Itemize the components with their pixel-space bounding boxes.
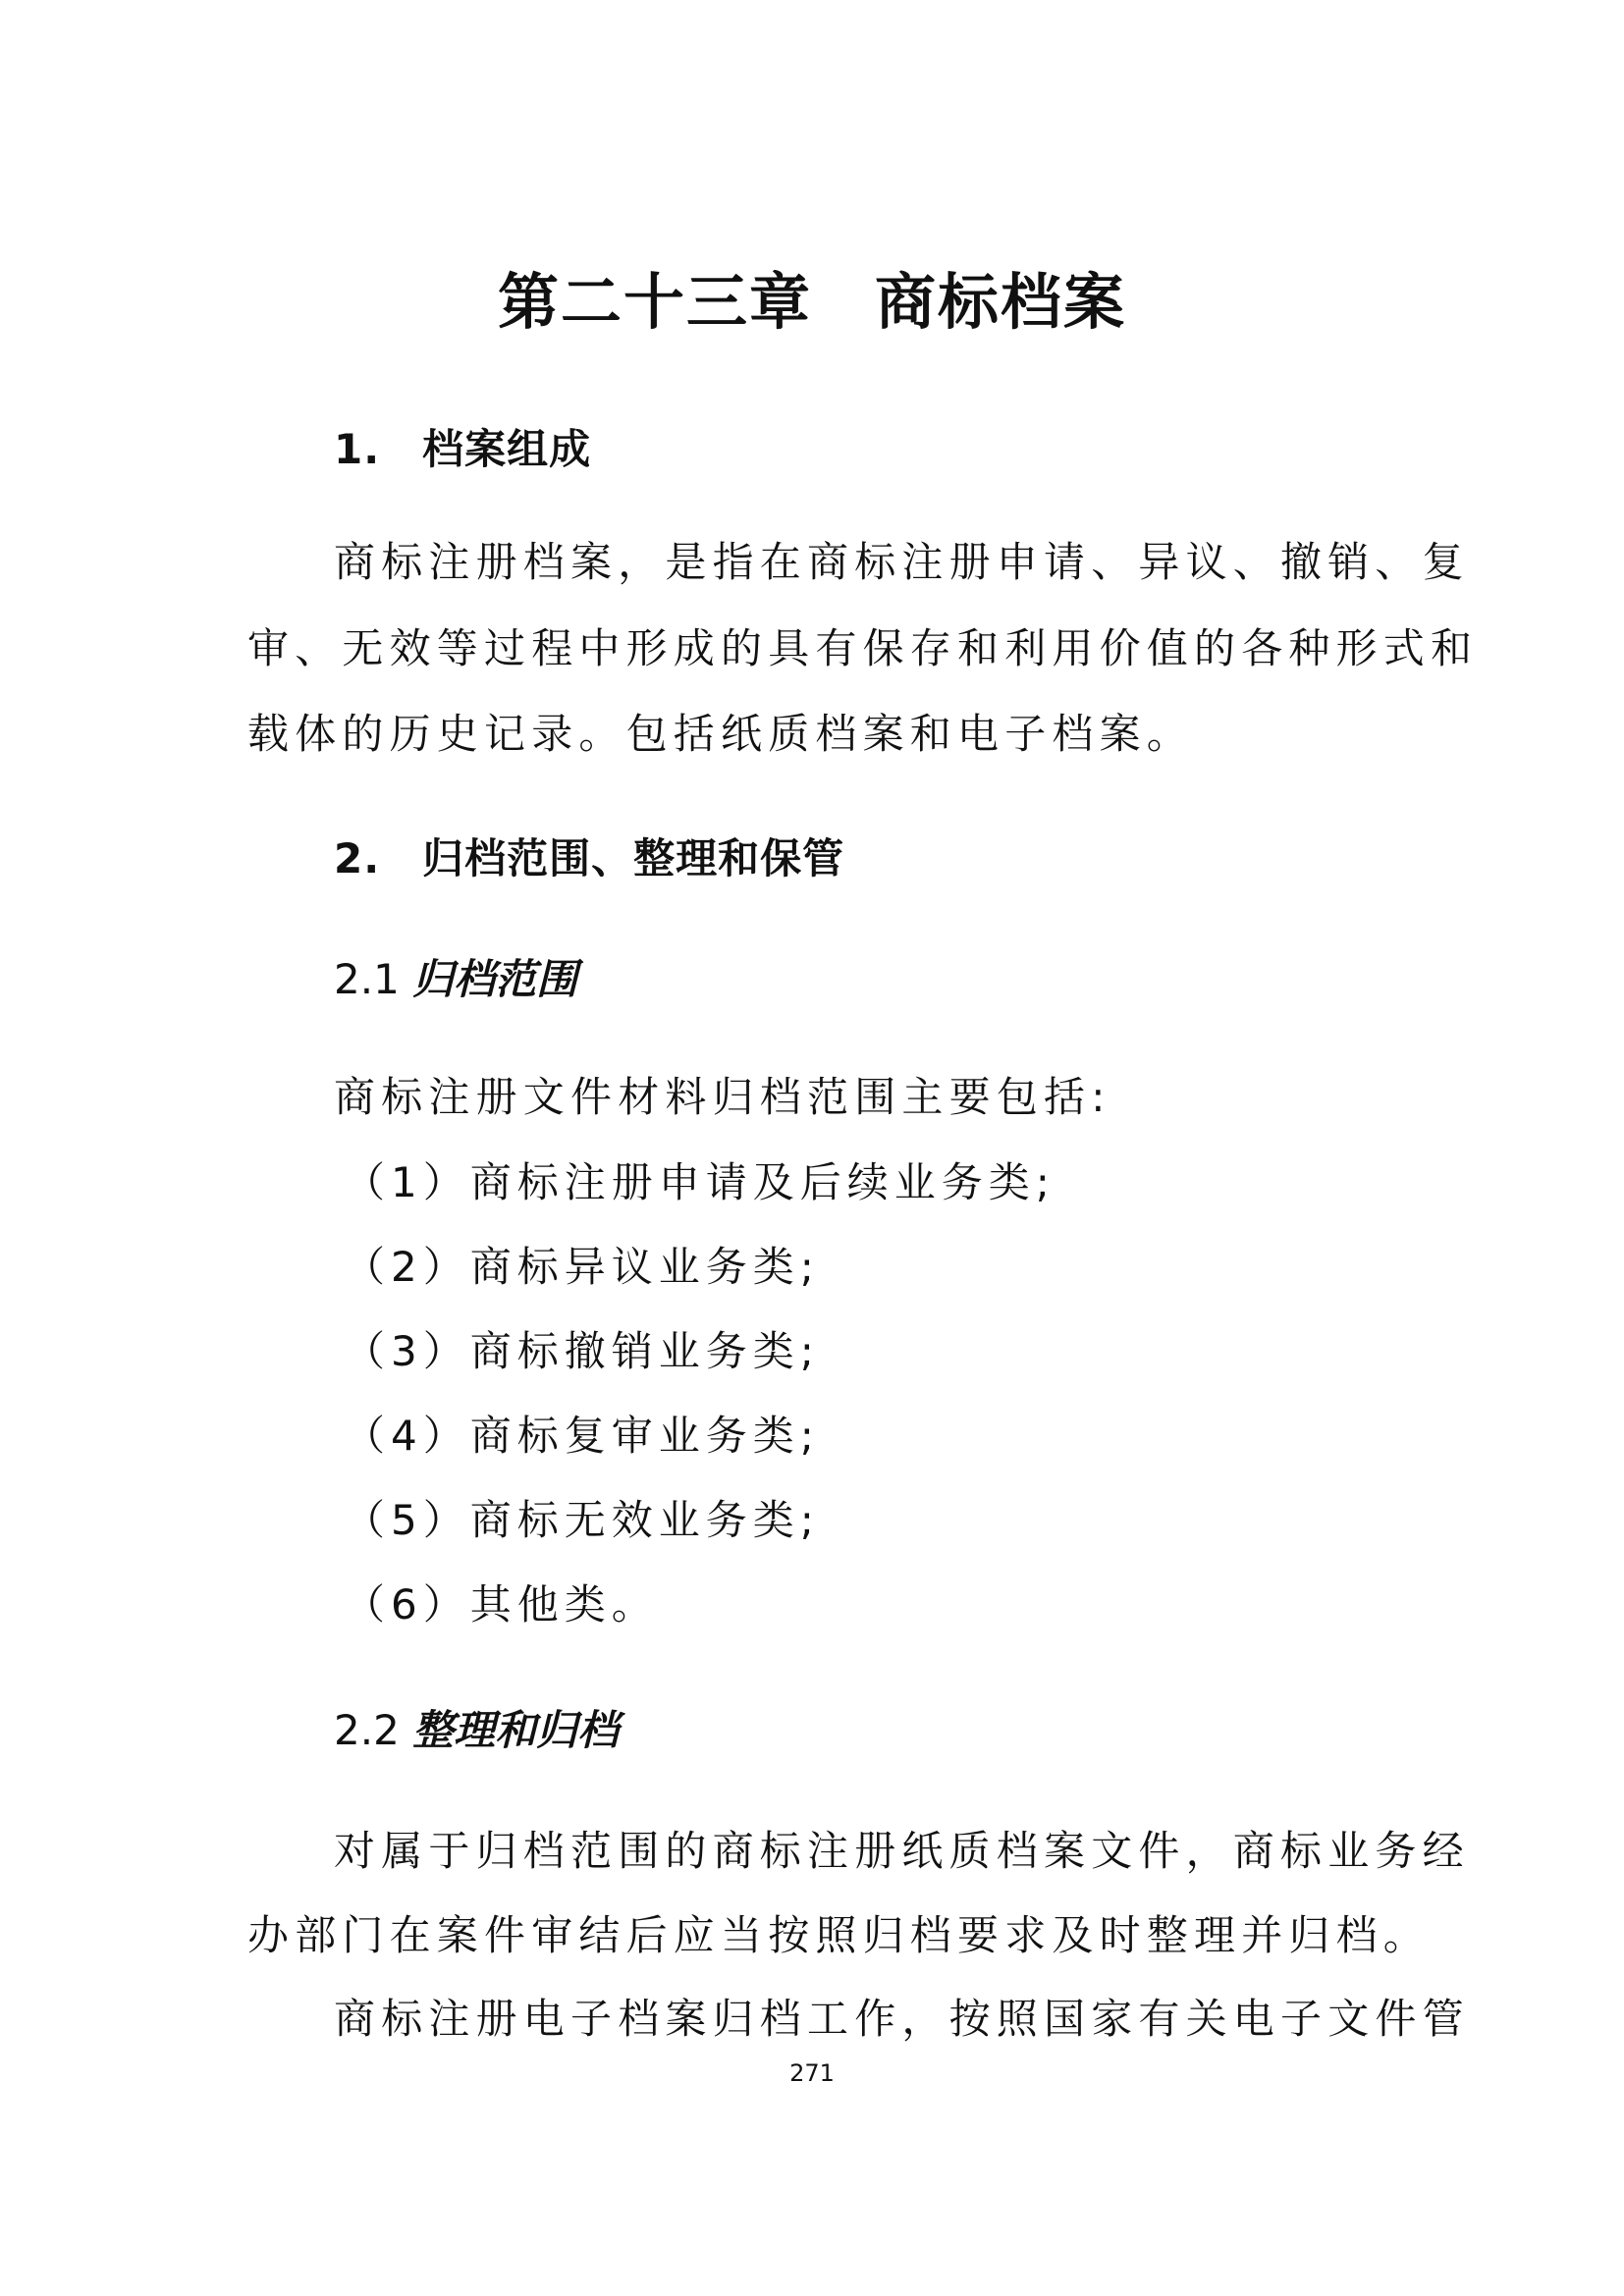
subsection-number: 2.1 <box>334 955 400 1003</box>
list-item: （2）商标异议业务类; <box>344 1243 820 1291</box>
paragraph-line: 商标注册档案，是指在商标注册申请、异议、撤销、复 <box>334 538 1470 586</box>
paragraph-line: 办部门在案件审结后应当按照归档要求及时整理并归档。 <box>247 1911 1432 1959</box>
subsection-heading-2-1 <box>334 947 577 1006</box>
section-heading-1: 1. 档案组成 <box>334 425 592 473</box>
subsection-number: 2.2 <box>334 1706 400 1754</box>
page-number: 271 <box>789 2059 835 2087</box>
subsection-title: 归档范围 <box>412 955 578 1003</box>
paragraph-line: 商标注册电子档案归档工作，按照国家有关电子文件管 <box>334 1995 1470 2043</box>
section-heading-2: 2. 归档范围、整理和保管 <box>334 834 845 882</box>
paragraph-line: 审、无效等过程中形成的具有保存和利用价值的各种形式和 <box>247 624 1479 672</box>
subsection-title: 整理和归档 <box>412 1706 620 1754</box>
list-item: （6）其他类。 <box>344 1580 659 1629</box>
paragraph-line: 商标注册文件材料归档范围主要包括: <box>334 1073 1111 1121</box>
list-item: （4）商标复审业务类; <box>344 1412 820 1460</box>
chapter-title: 第二十三章 商标档案 <box>497 266 1126 338</box>
paragraph-line: 载体的历史记录。包括纸质档案和电子档案。 <box>247 710 1195 758</box>
subsection-heading-2-2 <box>334 1698 619 1757</box>
list-item: （5）商标无效业务类; <box>344 1496 820 1544</box>
list-item: （3）商标撤销业务类; <box>344 1327 820 1375</box>
paragraph-line: 对属于归档范围的商标注册纸质档案文件，商标业务经 <box>334 1827 1470 1875</box>
list-item: （1）商标注册申请及后续业务类; <box>344 1158 1056 1206</box>
